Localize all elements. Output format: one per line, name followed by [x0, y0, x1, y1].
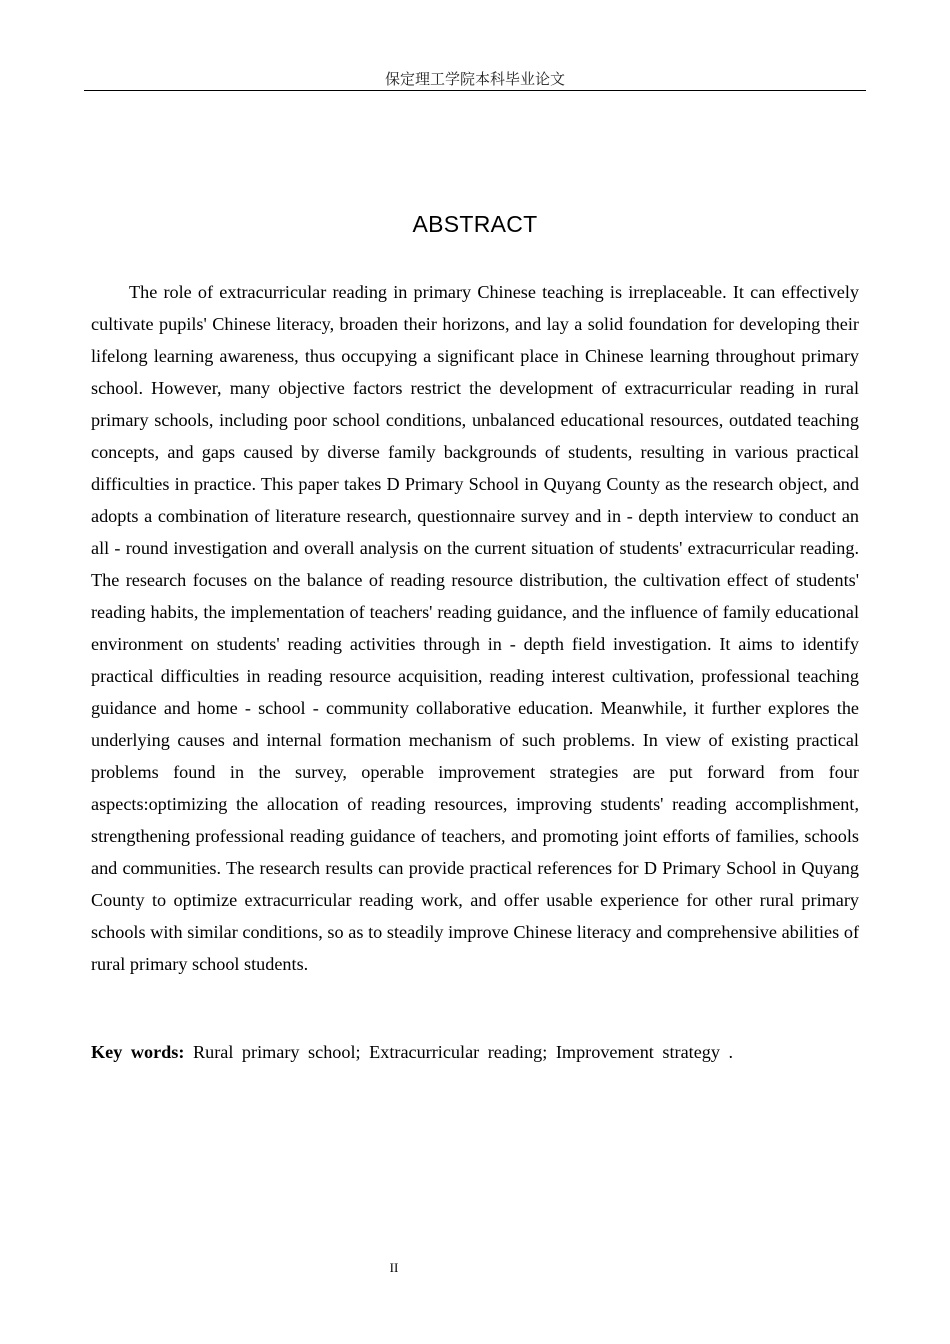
- abstract-body: The role of extracurricular reading in primary Chinese teaching is irreplaceable. It can effectively cultivate pupils' Chinese literacy, broaden their horizons, and lay a solid foundation for developing their lifelong learning awareness, thus occupying a significant place in Chinese learning throughout primary school. However, many objective factors restrict the development of extracurricular reading in rural primary schools, including poor school conditions, unbalanced educational resources, outdated teaching concepts, and gaps caused by diverse family backgrounds of students, resulting in various practical difficulties in practice. This paper takes D Primary School in Quyang County as the research object, and adopts a combination of literature research, questionnaire survey and in - depth interview to conduct an all - round investigation and overall analysis on the current situation of students' extracurricular reading. The research focuses on the balance of reading resource distribution, the cultivation effect of students' reading habits, the implementation of teachers' reading guidance, and the influence of family educational environment on students' reading activities through in - depth field investigation. It aims to identify practical difficulties in reading resource acquisition, reading interest cultivation, professional teaching guidance and home - school - community collaborative education. Meanwhile, it further explores the underlying causes and internal formation mechanism of such problems. In view of existing practical problems found in the survey, operable improvement strategies are put forward from four aspects:optimizing the allocation of reading resources, improving students' reading accomplishment, strengthening professional reading guidance of teachers, and promoting joint efforts of families, schools and communities. The research results can provide practical references for D Primary School in Quyang County to optimize extracurricular reading work, and offer usable experience for other rural primary schools with similar conditions, so as to steadily improve Chinese literacy and comprehensive abilities of rural primary school students.: [91, 282, 859, 974]
- keywords-label: Key words:: [91, 1042, 185, 1062]
- header-title: 保定理工学院本科毕业论文: [384, 70, 565, 88]
- page-header: [84, 70, 866, 91]
- abstract-title: ABSTRACT: [412, 211, 538, 237]
- page-number: II: [389, 1260, 399, 1275]
- keywords-line: [91, 1038, 859, 1066]
- keywords-text: Rural primary school; Extracurricular reading; Improvement strategy .: [184, 1042, 734, 1062]
